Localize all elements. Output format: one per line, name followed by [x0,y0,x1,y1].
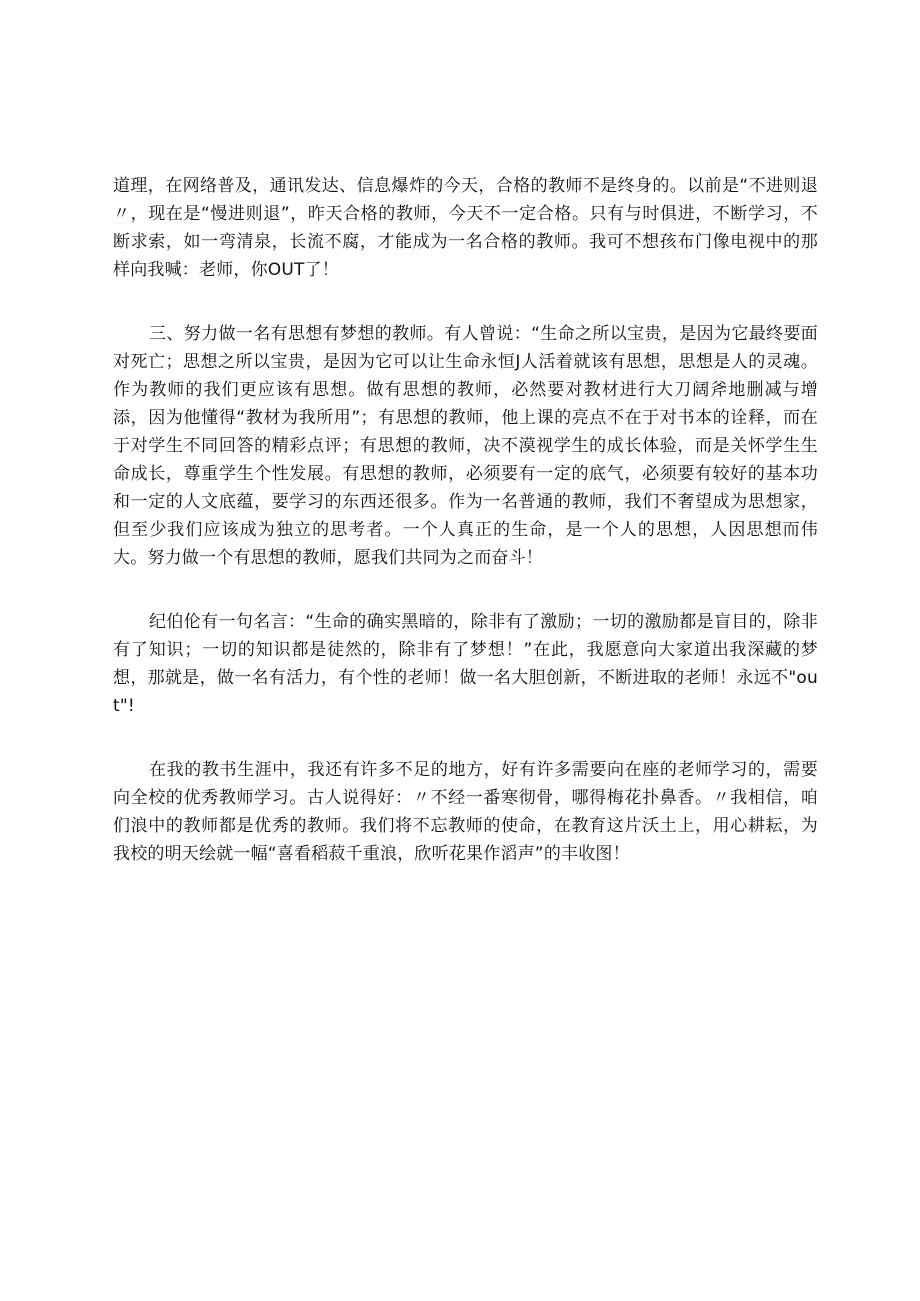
paragraph-thinking-teacher: 三、努力做一名有思想有梦想的教师。有人曾说：“生命之所以宝贵，是因为它最终要面对死亡；思想之所以宝贵，是因为它可以让生命永恒J人活着就该有思想，思想是人的灵魂。作为教师的我们更应该有思想。做有思想的教师，必然要对教材进行大刀阔斧地删减与增添，因为他懂得“教材为我所用”；有思想的教师，他上课的亮点不在于对书本的诠释，而在于对学生不同回答的精彩点评；有思想的教师，决不漠视学生的成长体验，而是关怀学生生命成长，尊重学生个性发展。有思想的教师，必须要有一定的底气，必须要有较好的基本功和一定的人文底蕴，要学习的东西还很多。作为一名普通的教师，我们不奢望成为思想家，但至少我们应该成为独立的思考者。一个人真正的生命，是一个人的思想，人因思想而伟大。努力做一个有思想的教师，愿我们共同为之而奋斗！ [113,324,818,568]
paragraph-gap [113,720,818,756]
paragraph-continuation: 道理，在网络普及，通讯发达、信息爆炸的今天，合格的教师不是终身的。以前是“不进则退〃，现在是“慢进则退”，昨天合格的教师，今天不一定合格。只有与时俱进，不断学习，不断求索，如一弯清泉，长流不腐，才能成为一名合格的教师。我可不想孩布门像电视中的那样向我喊：老师，你OUT了！ [113,176,818,280]
paragraph-gap [113,572,818,608]
paragraph-closing: 在我的教书生涯中，我还有许多不足的地方，好有许多需要向在座的老师学习的，需要向全校的优秀教师学习。古人说得好：〃不经一番寒彻骨，哪得梅花扑鼻香。〃我相信，咱们浪中的教师都是优秀的教师。我们将不忘教师的使命，在教育这片沃土上，用心耕耘，为我校的明天绘就一幅“喜看稻菽千重浪，欣听花果作滔声”的丰收图！ [113,760,818,864]
paragraph-gap [113,284,818,320]
document-body [113,172,818,868]
paragraph-gibran-quote: 纪伯伦有一句名言：“生命的确实黑暗的，除非有了激励；一切的激励都是盲目的，除非有了知识；一切的知识都是徒然的，除非有了梦想！”在此，我愿意向大家道出我深藏的梦想，那就是，做一名有活力，有个性的老师！做一名大胆创新，不断进取的老师！永远不"out"! [113,612,818,716]
